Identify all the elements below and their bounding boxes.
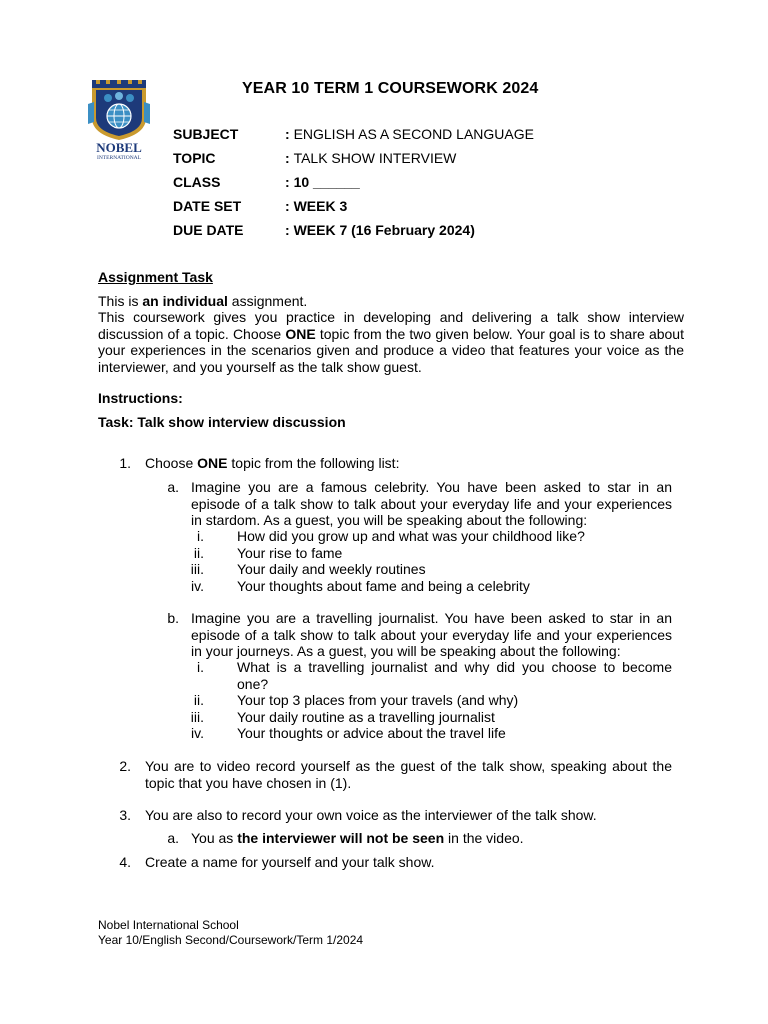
paragraph-emphasis: ONE (285, 325, 316, 342)
task-heading: Task: Talk show interview discussion (98, 414, 346, 430)
option-b-points (190, 659, 672, 742)
field-label: DUE DATE (173, 222, 244, 238)
instruction-item-3 (98, 807, 672, 824)
field-value: WEEK 3 (293, 198, 348, 214)
item-text-end: topic from the following list: (227, 455, 400, 471)
field-topic: TOPIC : TALK SHOW INTERVIEW (173, 150, 534, 174)
item-emphasis: the interviewer will not be seen (237, 830, 445, 846)
topic-option-b (166, 610, 672, 660)
field-value: 10 ______ (293, 174, 360, 190)
topic-option-a (166, 479, 672, 529)
assignment-heading: Assignment Task (98, 269, 213, 285)
field-value: WEEK 7 (16 February 2024) (293, 222, 475, 238)
item-emphasis: ONE (197, 455, 228, 471)
field-value: ENGLISH AS A SECOND LANGUAGE (293, 126, 534, 142)
field-label: SUBJECT (173, 126, 239, 142)
field-label: DATE SET (173, 198, 242, 214)
logo-wordmark: NOBEL (96, 140, 142, 155)
assignment-intro (98, 293, 684, 310)
instruction-item-4 (98, 854, 672, 871)
option-text: Imagine you are a famous celebrity. You have been asked to star in an episode of a talk show to talk about your everyday life and your experiences in stardom. As a guest, you will be speaking about the following: (191, 479, 672, 529)
item-text: Choose (145, 455, 198, 471)
item-number: 3. (119, 807, 131, 823)
field-label: TOPIC (173, 150, 216, 166)
school-logo (86, 78, 152, 160)
coursework-details (173, 126, 534, 246)
list-item: iv. Your thoughts or advice about the travel life (191, 725, 506, 742)
logo-subtext: INTERNATIONAL (97, 155, 141, 160)
footer-school: Nobel International School (98, 918, 239, 932)
list-item: ii. Your rise to fame (193, 544, 343, 561)
crest-icon (86, 78, 152, 160)
list-item: iii. Your daily routine as a travelling journalist (190, 708, 495, 725)
item-number: 2. (119, 758, 131, 774)
paragraph-text: This coursework gives you practice in developing and delivering a talk show interview discussion of a topic. Choose (98, 309, 684, 342)
list-item: iv. Your thoughts about fame and being a celebrity (191, 577, 530, 594)
assignment-paragraph (98, 309, 684, 375)
item-number: 1. (119, 455, 131, 471)
option-letter: a. (167, 479, 179, 495)
option-a-points (190, 528, 672, 594)
option-letter: b. (167, 610, 179, 626)
instructions-heading: Instructions: (98, 390, 183, 406)
option-letter: a. (167, 830, 179, 846)
intro-text-end: assignment. (227, 293, 308, 309)
list-item: ii. Your top 3 places from your travels (and why) (193, 692, 519, 709)
footer-reference: Year 10/English Second/Coursework/Term 1/2024 (98, 933, 364, 947)
field-subject: SUBJECT : ENGLISH AS A SECOND LANGUAGE (173, 126, 534, 150)
item-number: 4. (119, 854, 131, 870)
option-text: Imagine you are a travelling journalist. You have been asked to star in an episode of a talk show to talk about your everyday life and your experiences in your journeys. As a guest, you will be speaking about the following: (191, 610, 672, 660)
item-text-end: in the video. (444, 830, 524, 846)
list-item: i. How did you grow up and what was your childhood like? (197, 528, 585, 544)
instruction-item-3a (166, 830, 672, 847)
field-date-set: DATE SET : WEEK 3 (173, 198, 534, 222)
field-value: TALK SHOW INTERVIEW (293, 150, 457, 166)
intro-emphasis: an individual (142, 293, 228, 309)
intro-text: This is (98, 293, 143, 309)
page-footer (98, 918, 363, 948)
page-title: YEAR 10 TERM 1 COURSEWORK 2024 (242, 80, 539, 97)
field-class: CLASS : 10 ______ (173, 174, 534, 198)
instruction-item-2 (98, 758, 672, 791)
list-item: iii. Your daily and weekly routines (190, 561, 426, 578)
field-due-date: DUE DATE : WEEK 7 (16 February 2024) (173, 222, 534, 246)
item-text: You as (191, 830, 238, 846)
field-label: CLASS (173, 174, 221, 190)
item-text: You are also to record your own voice as the interviewer of the talk show. (145, 807, 597, 823)
paragraph-text-end: topic from the two given below. Your goal is to share about your experiences in the scenarios given and produce a video that features your voice as the interviewer, and you yourself as the talk show guest. (98, 325, 684, 375)
item-text: You are to video record yourself as the guest of the talk show, speaking about the topic that you have chosen in (1). (145, 758, 672, 791)
list-item: i. What is a travelling journalist and why did you choose to become one? (197, 659, 672, 692)
item-text: Create a name for yourself and your talk show. (145, 854, 435, 870)
